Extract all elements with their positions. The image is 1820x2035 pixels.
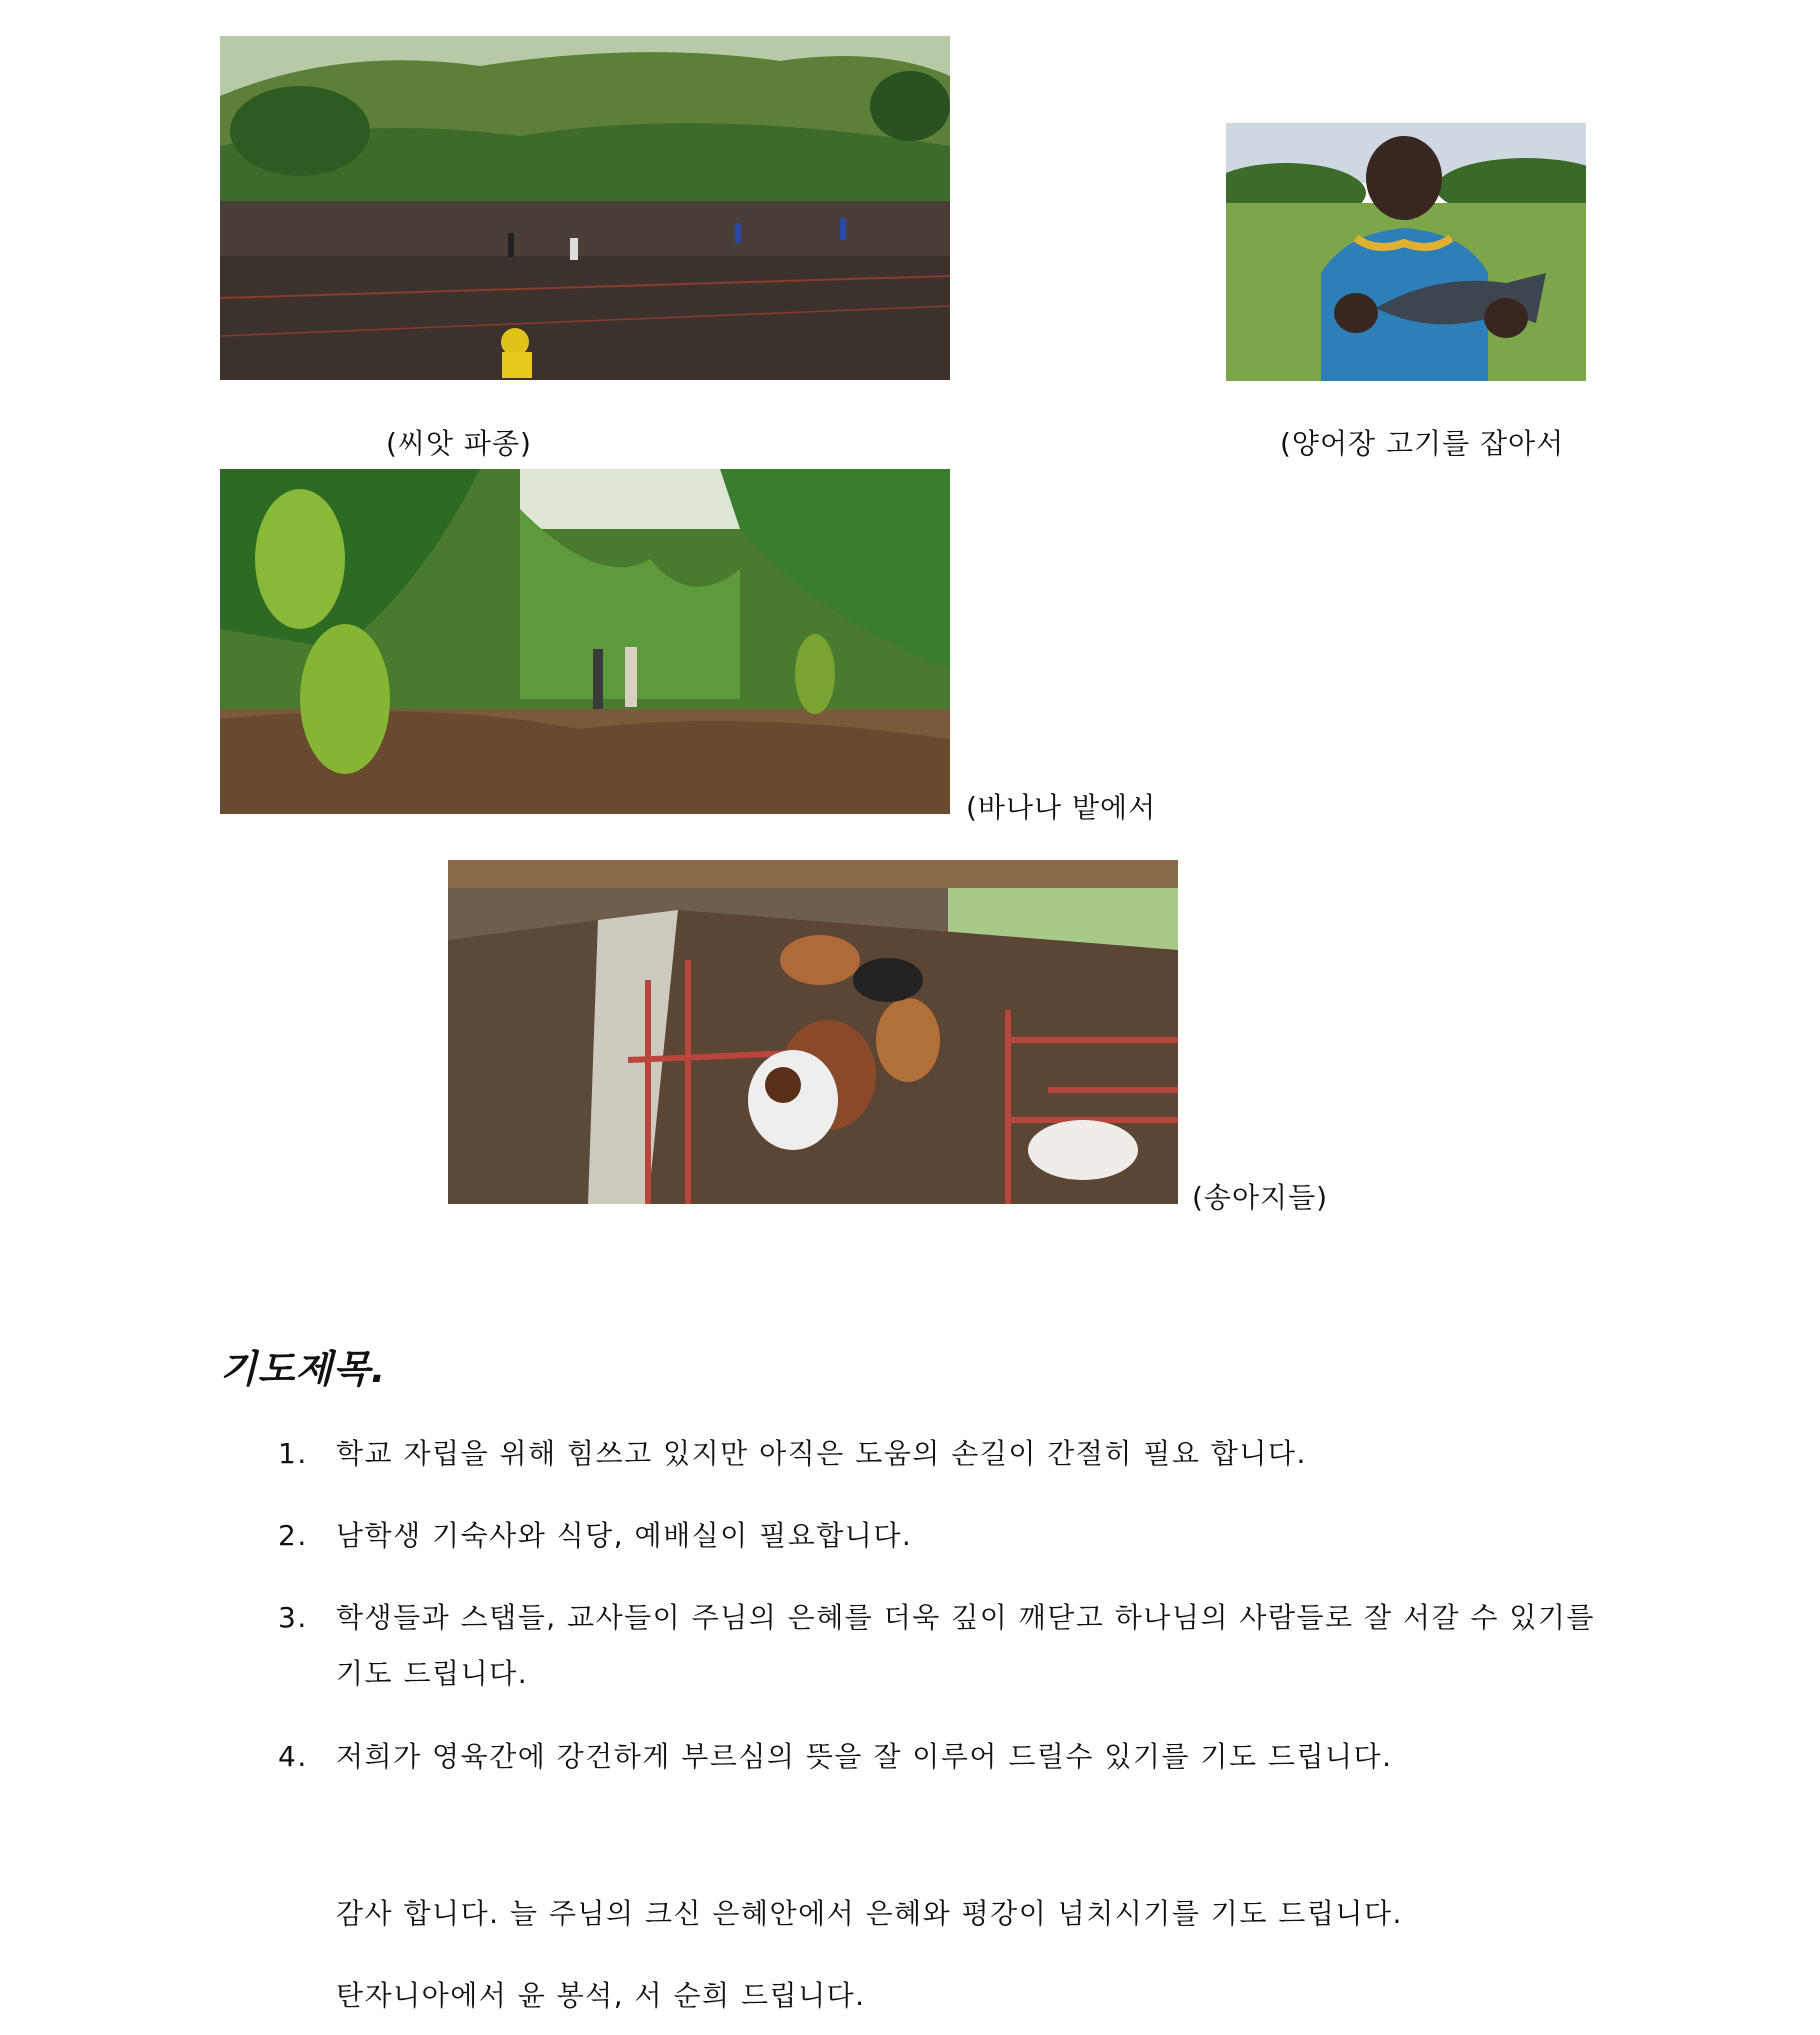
calves-caption: (송아지들) — [1192, 1181, 1329, 1214]
prayer-item-number: 1. — [278, 1437, 308, 1470]
prayer-item-text: 저희가 영육간에 강건하게 부르심의 뜻을 잘 이루어 드릴수 있기를 기도 드립니다. — [336, 1740, 1393, 1773]
prayer-item-number: 4. — [278, 1740, 308, 1773]
banana-photo — [220, 469, 950, 814]
banana-caption: (바나나 밭에서 — [966, 791, 1157, 824]
closing-thanks: 감사 합니다. 늘 주님의 크신 은혜안에서 은혜와 평강이 넘치시기를 기도 드립니다. — [336, 1897, 1403, 1930]
prayer-item-3 — [278, 1590, 1598, 1702]
prayer-item-2 — [278, 1508, 1598, 1564]
calves-photo — [448, 860, 1178, 1204]
prayer-item-text: 학교 자립을 위해 힘쓰고 있지만 아직은 도움의 손길이 간절히 필요 합니다. — [336, 1437, 1307, 1470]
prayer-item-1 — [278, 1426, 1598, 1482]
prayer-item-number: 3. — [278, 1601, 308, 1634]
prayer-item-text: 학생들과 스탭들, 교사들이 주님의 은혜를 더욱 깊이 깨닫고 하나님의 사람들로 잘 서갈 수 있기를 기도 드립니다. — [336, 1601, 1595, 1690]
sowing-photo — [220, 36, 950, 380]
prayer-item-number: 2. — [278, 1519, 308, 1552]
fish-caption: (양어장 고기를 잡아서 — [1280, 427, 1565, 460]
fish-photo — [1226, 123, 1586, 381]
sowing-caption: (씨앗 파종) — [386, 427, 532, 460]
prayer-item-4 — [278, 1729, 1598, 1785]
prayer-item-text: 남학생 기숙사와 식당, 예배실이 필요합니다. — [336, 1519, 913, 1552]
closing-signature: 탄자니아에서 윤 봉석, 서 순희 드립니다. — [336, 1979, 866, 2012]
prayer-heading: 기도제목. — [220, 1347, 387, 1391]
